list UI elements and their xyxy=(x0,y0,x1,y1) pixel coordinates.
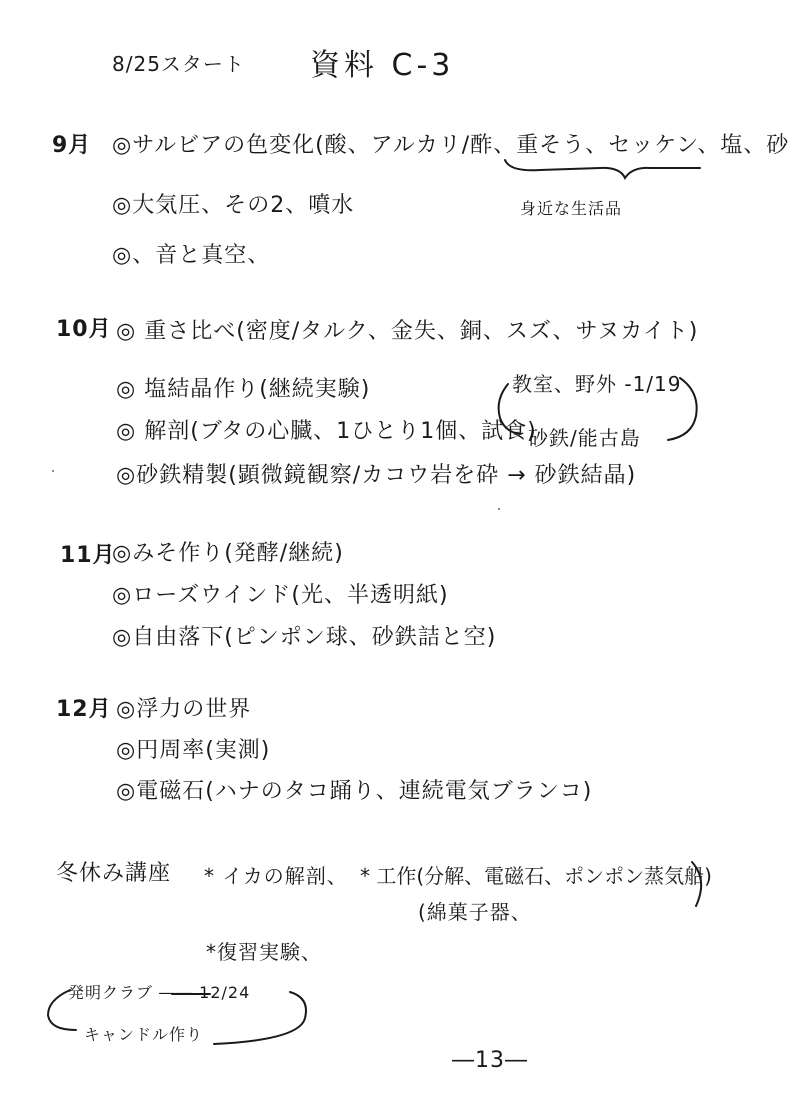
sept-item-1: ◎サルビアの色変化(酸、アルカリ/酢、重そう、セッケン、塩、砂 xyxy=(112,133,789,158)
footer-note-1: 発明クラブ ―― 12/24 xyxy=(68,983,251,1002)
month-label-dec: 12月 xyxy=(56,697,112,722)
oct-item-2: ◎ 塩結晶作り(継続実験) xyxy=(116,377,371,402)
nov-item-1: ◎みそ作り(発酵/継続) xyxy=(112,541,344,566)
oct-bracket-bottom: 砂鉄/能古島 xyxy=(528,426,641,450)
sept-item-3: ◎、音と真空、 xyxy=(112,243,271,268)
winter-item-2: * 工作(分解、電磁石、ポンポン蒸気船) xyxy=(360,864,712,888)
page-number: ―13― xyxy=(452,1048,528,1073)
dec-item-2: ◎円周率(実測) xyxy=(116,738,271,763)
sept-note: 身近な生活品 xyxy=(520,199,623,218)
sept-brace xyxy=(505,160,700,178)
nov-item-2: ◎ローズウインド(光、半透明紙) xyxy=(112,583,449,608)
month-label-sept: 9月 xyxy=(52,133,92,158)
dec-item-3: ◎電磁石(ハナのタコ踊り、連続電気ブランコ) xyxy=(116,779,593,804)
stray-dot xyxy=(52,470,54,472)
footer-bracket-left xyxy=(48,990,76,1030)
footer-bracket-right xyxy=(214,992,306,1044)
winter-paren xyxy=(692,862,701,906)
winter-item-2-cont: (綿菓子器、 xyxy=(418,900,532,924)
dec-item-1: ◎浮力の世界 xyxy=(116,697,252,722)
footer-note-2: キャンドル作り xyxy=(84,1025,204,1044)
stray-dot xyxy=(498,508,500,510)
page-title: 資料 C-3 xyxy=(310,48,455,83)
start-date: 8/25スタート xyxy=(112,52,245,76)
winter-item-3: *復習実験、 xyxy=(206,940,322,964)
oct-bracket-top: 教室、野外 -1/19 xyxy=(512,372,682,396)
oct-item-1: ◎ 重さ比べ(密度/タルク、金失、銅、スズ、サヌカイト) xyxy=(116,319,699,344)
winter-label: 冬休み講座 xyxy=(56,861,172,886)
oct-bracket-right xyxy=(668,378,697,440)
sept-item-2: ◎大気圧、その2、噴水 xyxy=(112,193,355,218)
month-label-oct: 10月 xyxy=(56,317,112,342)
oct-item-3: ◎ 解剖(ブタの心臓、1ひとり1個、試食) xyxy=(116,419,537,444)
month-label-nov: 11月 xyxy=(60,543,116,568)
nov-item-3: ◎自由落下(ピンポン球、砂鉄詰と空) xyxy=(112,625,497,650)
winter-item-1: * イカの解剖、 xyxy=(204,864,348,888)
oct-item-4: ◎砂鉄精製(顕微鏡観察/カコウ岩を砕 → 砂鉄結晶) xyxy=(116,463,637,488)
oct-bracket-left xyxy=(499,384,520,434)
